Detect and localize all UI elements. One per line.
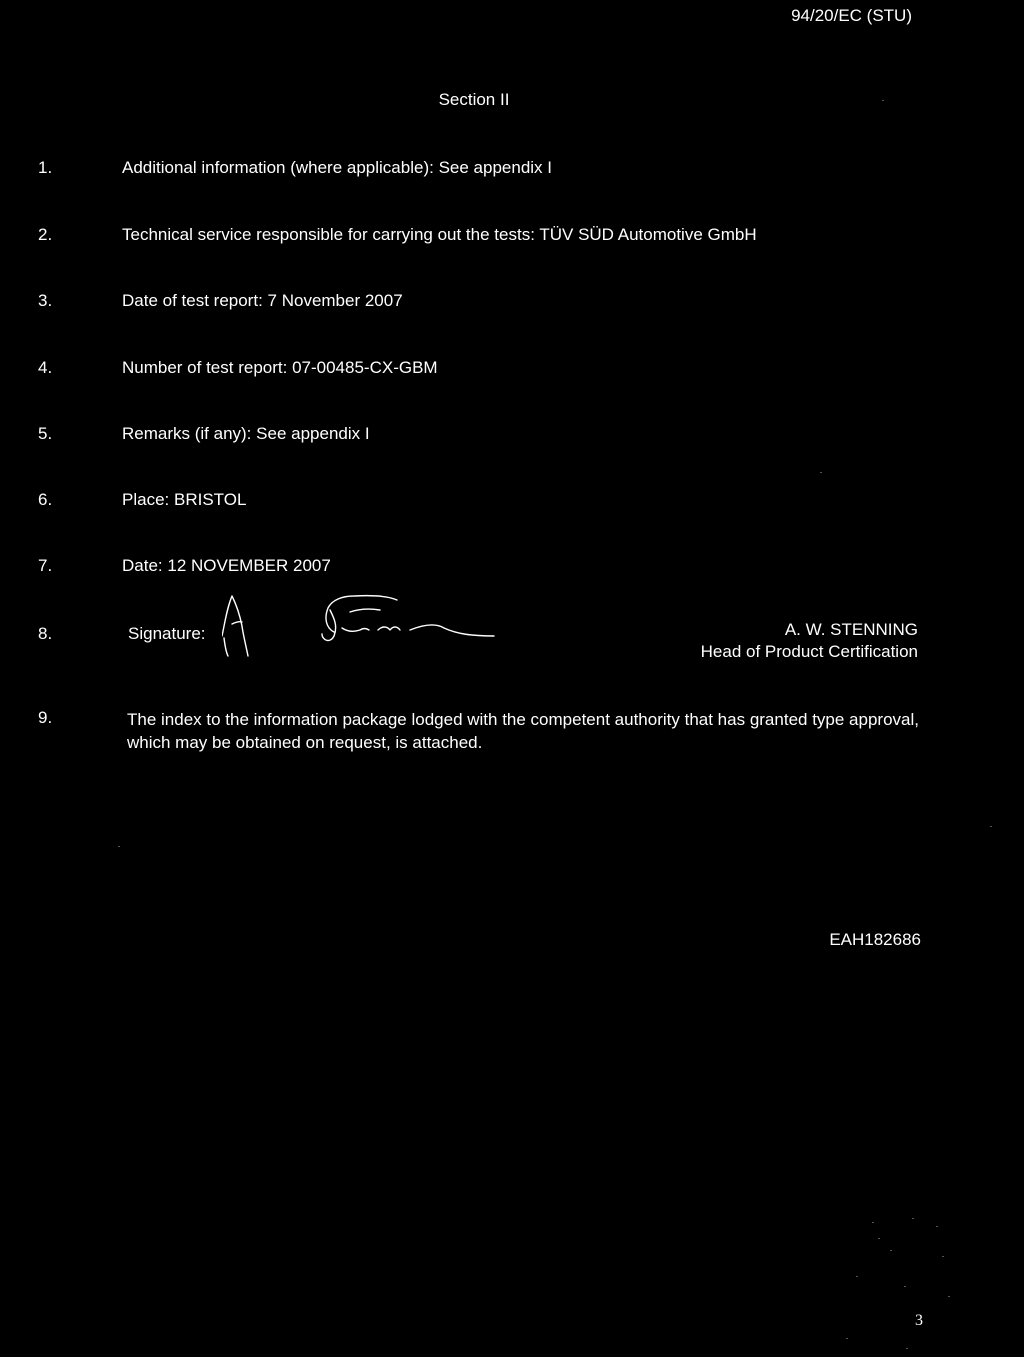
item-text [122,225,757,245]
item-number: 3. [38,291,53,310]
item-text [122,424,370,444]
item-number: 4. [38,358,53,377]
item-label: Remarks (if any): [122,424,252,443]
item-value: 7 November 2007 [267,291,403,310]
signatory-title: Head of Product Certification [700,642,918,661]
item-paragraph: The index to the information package lodged with the competent authority that has granted type approval, which may be obtained on request, is attached. [127,710,919,752]
document-reference: 94/20/EC (STU) [791,6,912,25]
section-title: Section II [438,90,510,109]
item-text [122,158,552,178]
item-value: See appendix I [256,424,370,443]
page-number: 3 [915,1312,923,1329]
handwritten-signature [222,588,502,660]
item-value: See appendix I [438,158,552,177]
signatory-name: A. W. STENNING [784,620,918,639]
item-label: Additional information (where applicable): [122,158,434,177]
item-label: Place: [122,490,170,509]
item-text [122,358,438,378]
item-label: Technical service responsible for carrying out the tests: [122,225,535,244]
item-number: 7. [38,556,53,575]
signature-label: Signature: [128,624,206,643]
item-number: 8. [38,624,53,643]
item-label: Date of test report: [122,291,263,310]
item-number: 1. [38,158,53,177]
item-text [122,490,246,510]
item-number: 6. [38,490,53,509]
item-text [122,556,331,576]
item-text [122,291,403,311]
item-label: Number of test report: [122,358,288,377]
item-number: 9. [38,708,53,727]
item-value: 12 NOVEMBER 2007 [167,556,331,575]
item-number: 2. [38,225,53,244]
document-code: EAH182686 [829,930,921,949]
item-number: 5. [38,424,53,443]
item-value: TÜV SÜD Automotive GmbH [539,225,757,244]
item-label: Date: [122,556,163,575]
item-value: 07-00485-CX-GBM [292,358,438,377]
item-value: BRISTOL [173,490,247,509]
